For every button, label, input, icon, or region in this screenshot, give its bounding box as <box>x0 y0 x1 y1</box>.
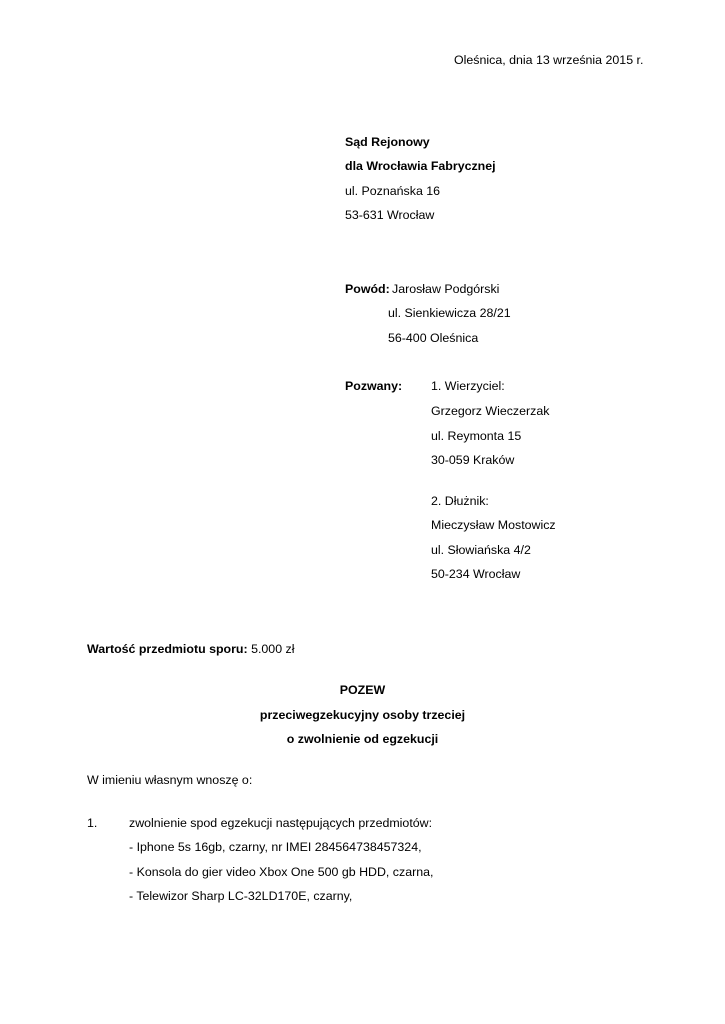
title-line-3: o zwolnienie od egzekucji <box>286 732 439 746</box>
debtor-city: 50-234 Wrocław <box>431 567 521 581</box>
list-item-text: zwolnienie spod egzekucji następujących przedmiotów: <box>129 816 433 830</box>
dispute-value <box>87 641 294 657</box>
creditor-street: ul. Reymonta 15 <box>431 429 522 443</box>
sub-item: - Konsola do gier video Xbox One 500 gb HDD, czarna, <box>129 865 434 879</box>
plaintiff-street: ul. Sienkiewicza 28/21 <box>388 306 511 320</box>
court-division: dla Wrocławia Fabrycznej <box>345 159 496 173</box>
title-line-1: POZEW <box>339 683 386 697</box>
plaintiff-city: 56-400 Oleśnica <box>388 331 479 345</box>
debtor-role: 2. Dłużnik: <box>431 494 489 508</box>
dispute-value-label: Wartość przedmiotu sporu: <box>87 642 248 656</box>
title-line-2: przeciwegzekucyjny osoby trzeciej <box>259 708 466 722</box>
dispute-value-amount: 5.000 zł <box>251 642 295 656</box>
plaintiff-name: Jarosław Podgórski <box>392 282 500 296</box>
creditor-role: 1. Wierzyciel: <box>431 379 505 393</box>
debtor-street: ul. Słowiańska 4/2 <box>431 543 531 557</box>
debtor-name: Mieczysław Mostowicz <box>431 518 556 532</box>
creditor-city: 30-059 Kraków <box>431 453 515 467</box>
body-intro: W imieniu własnym wnoszę o: <box>87 773 253 787</box>
sub-item: - Iphone 5s 16gb, czarny, nr IMEI 284564738457324, <box>129 840 422 854</box>
plaintiff-label: Powód: <box>345 282 390 296</box>
creditor-name: Grzegorz Wieczerzak <box>431 404 550 418</box>
court-street: ul. Poznańska 16 <box>345 184 441 198</box>
sub-item: - Telewizor Sharp LC-32LD170E, czarny, <box>129 889 353 903</box>
court-city: 53-631 Wrocław <box>345 208 435 222</box>
court-name: Sąd Rejonowy <box>345 135 430 149</box>
place-date: Oleśnica, dnia 13 września 2015 r. <box>454 53 644 67</box>
defendants-label: Pozwany: <box>345 379 403 393</box>
list-item-number: 1. <box>87 816 98 830</box>
